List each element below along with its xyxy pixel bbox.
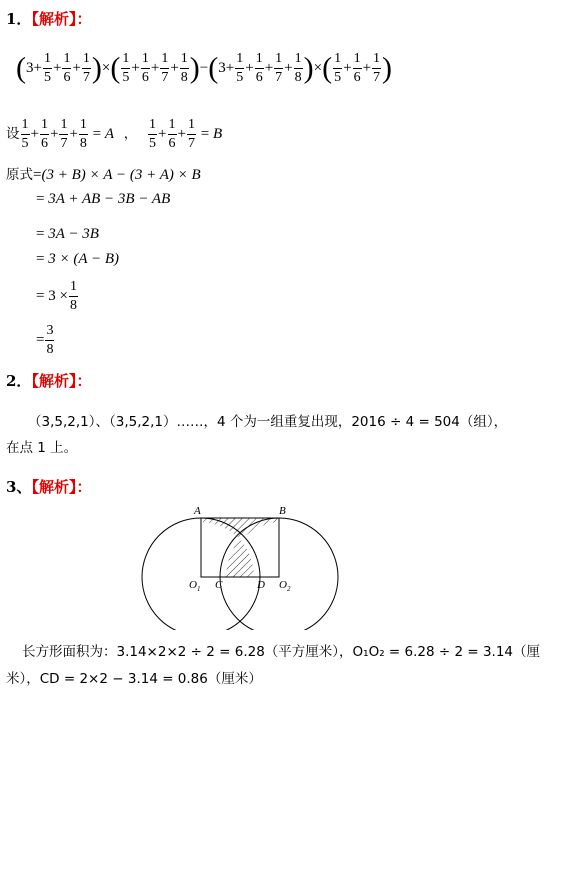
step-3: = 3A − 3B (36, 226, 99, 242)
label-o2: $O_2$ (279, 579, 291, 593)
frac-1-5: $\frac{1}{5}$ (334, 51, 342, 85)
label-b: B (279, 505, 286, 517)
shaded-top-region (201, 518, 279, 540)
frac-1-5: $\frac{1}{5}$ (236, 51, 244, 85)
frac-1-7: $\frac{1}{7}$ (82, 51, 90, 85)
step-5: = 3 × $\frac{1}{8}$ (36, 279, 77, 313)
section-3-line-1: 长方形面积为：3.14×2×2 ÷ 2 = 6.28（平方厘米），O₁O₂ = 6.28 ÷ 2 = 3.14（厘 (22, 644, 541, 660)
section-2-line-1: （3,5,2,1）、（3,5,2,1）……，4 个为一组重复出现，2016 ÷ 4 = 504（组）， (28, 414, 508, 430)
step-2: = 3A + AB − 3B − AB (36, 191, 171, 207)
section-3-line-2: 米），CD = 2×2 − 3.14 = 0.86（厘米） (6, 671, 262, 687)
frac-1-8: $\frac{1}{8}$ (294, 51, 302, 85)
label-d: D (257, 579, 265, 591)
frac-1-6: $\frac{1}{6}$ (353, 51, 361, 85)
frac-1-7: $\frac{1}{7}$ (275, 51, 283, 85)
frac-1-7: $\frac{1}{7}$ (373, 51, 381, 85)
section-1-label: 【解析】： (31, 10, 92, 28)
substitution-line: 设 $\frac{1}{5}$ + $\frac{1}{6}$ + $\frac{1}{7}$ + $\frac{1}{8}$ = A ， $\frac{1}{5}$ + $\frac{1}{6}$ + $\frac{1}{7}$ = B (6, 117, 223, 151)
section-2-line-2: 在点 1 上。 (6, 440, 78, 456)
frac-1-6: $\frac{1}{6}$ (63, 51, 71, 85)
section-1-number: 1． (6, 10, 32, 28)
frac-1-5: $\frac{1}{5}$ (122, 51, 130, 85)
frac-1-7: $\frac{1}{7}$ (161, 51, 169, 85)
step-1: 原式=(3 + B) × A − (3 + A) × B (6, 167, 201, 183)
section-1-header (6, 8, 91, 29)
frac-1-6: $\frac{1}{6}$ (255, 51, 263, 85)
frac-1-6: $\frac{1}{6}$ (141, 51, 149, 85)
label-a: A (194, 505, 201, 517)
section-3-header: 3、【解析】： (6, 478, 92, 496)
label-c: C (215, 579, 223, 591)
expression-main: (3+ $\frac{1}{5}$ + $\frac{1}{6}$ + $\frac{1}{7}$ )×( $\frac{1}{5}$ + $\frac{1}{6}$ + $\frac{1}{7}$ + $\frac{1}{8}$ )−(3+ $\frac{1}{5}$ + $\frac{1}{6}$ + $\frac{1}{7}$ + $\frac{1}{8}$ )×( $\frac{1}{5}$ + $\frac{1}{6}$ + $\frac{1}{7}$ ) (16, 51, 393, 85)
frac-1-8: $\frac{1}{8}$ (180, 51, 188, 85)
geometry-diagram (140, 500, 340, 630)
step-6: = $\frac{3}{8}$ (36, 323, 54, 357)
label-o1: $O_1$ (189, 579, 201, 593)
frac-1-5: $\frac{1}{5}$ (43, 51, 51, 85)
section-2-header: 2．【解析】： (6, 372, 92, 390)
step-4: = 3 × (A − B) (36, 251, 120, 267)
